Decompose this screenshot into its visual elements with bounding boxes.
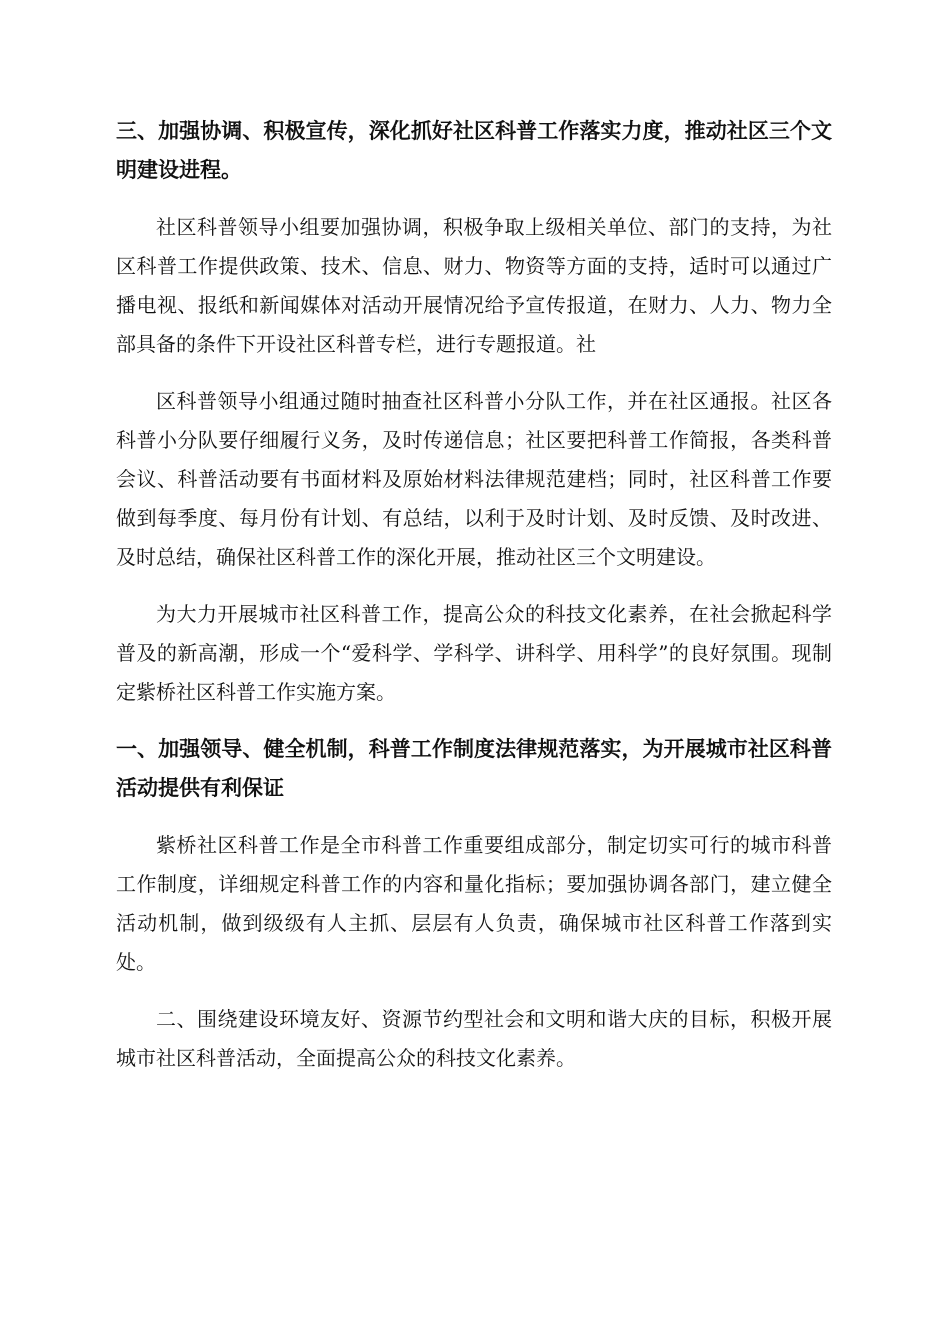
paragraph-coordination: 社区科普领导小组要加强协调，积极争取上级相关单位、部门的支持，为社区科普工作提供政策、技术、信息、财力、物资等方面的支持，适时可以通过广播电视、报纸和新闻媒体对活动开展情况给予宣传报道，在财力、人力、物力全部具备的条件下开设社区科普专栏，进行专题报道。社 xyxy=(116,215,832,356)
document-page xyxy=(116,112,832,1096)
paragraph-inspection: 区科普领导小组通过随时抽查社区科普小分队工作，并在社区通报。社区各科普小分队要仔细履行义务，及时传递信息；社区要把科普工作简报，各类科普会议、科普活动要有书面材料及原始材料法律规范建档；同时，社区科普工作要做到每季度、每月份有计划、有总结，以利于及时计划、及时反馈、及时改进、及时总结，确保社区科普工作的深化开展，推动社区三个文明建设。 xyxy=(116,389,832,569)
section-heading-3: 三、加强协调、积极宣传，深化抓好社区科普工作落实力度，推动社区三个文明建设进程。 xyxy=(116,119,832,182)
section-heading-1: 一、加强领导、健全机制，科普工作制度法律规范落实，为开展城市社区科普活动提供有利保证 xyxy=(116,737,832,800)
paragraph-plan-intro: 为大力开展城市社区科普工作，提高公众的科技文化素养，在社会掀起科学普及的新高潮，形成一个“爱科学、学科学、讲科学、用科学”的良好氛围。现制定紫桥社区科普工作实施方案。 xyxy=(116,602,832,704)
paragraph-leadership: 紫桥社区科普工作是全市科普工作重要组成部分，制定切实可行的城市科普工作制度，详细规定科普工作的内容和量化指标；要加强协调各部门，建立健全活动机制，做到级级有人主抓、层层有人负责，确保城市社区科普工作落到实处。 xyxy=(116,833,832,974)
paragraph-section-2: 二、围绕建设环境友好、资源节约型社会和文明和谐大庆的目标，积极开展城市社区科普活动，全面提高公众的科技文化素养。 xyxy=(116,1007,832,1070)
